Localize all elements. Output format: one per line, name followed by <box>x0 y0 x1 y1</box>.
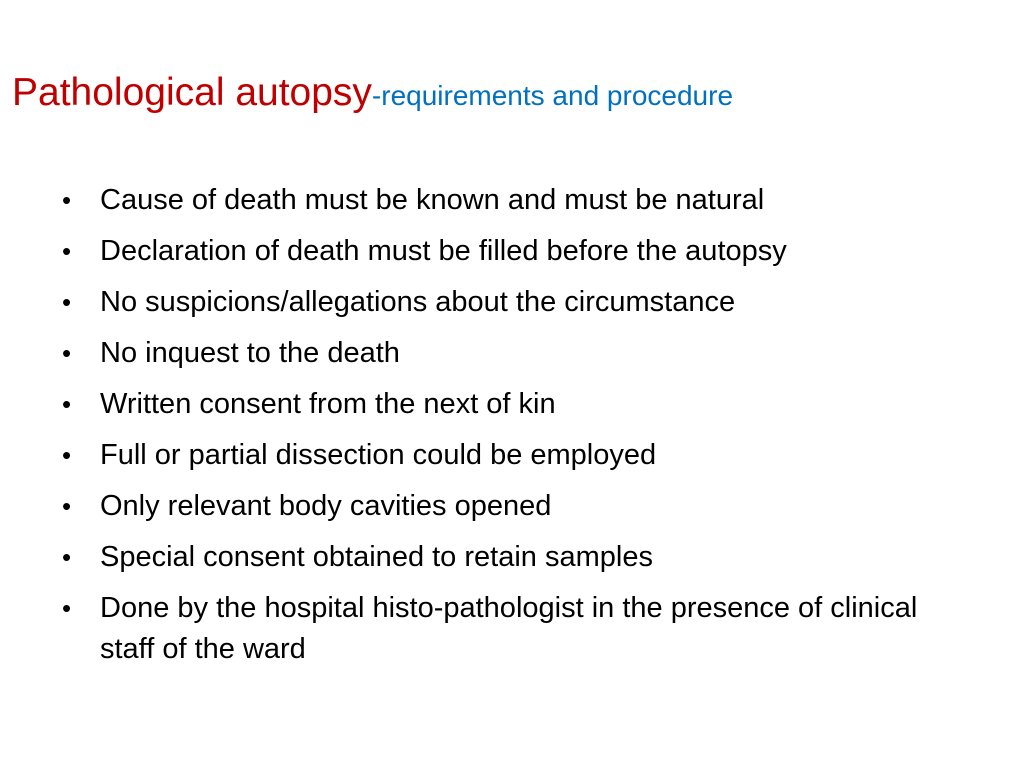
bullet-item <box>62 486 962 527</box>
bullet-icon: • <box>62 542 72 572</box>
bullet-text: Written consent from the next of kin <box>100 388 556 420</box>
bullet-text: No inquest to the death <box>100 337 400 369</box>
bullet-text: Only relevant body cavities opened <box>100 490 552 522</box>
bullet-item <box>62 180 962 221</box>
bullet-icon: • <box>62 389 72 419</box>
bullet-item <box>62 435 962 476</box>
bullet-item <box>62 384 962 425</box>
bullet-text: Full or partial dissection could be employed <box>100 439 657 471</box>
bullet-item <box>62 588 962 670</box>
bullet-icon: • <box>62 287 72 317</box>
bullet-text: Declaration of death must be filled before the autopsy <box>100 235 787 267</box>
title-subtitle: -requirements and procedure <box>371 80 734 111</box>
bullet-text: Done by the hospital histo-pathologist in the presence of clinical staff of the ward <box>100 592 918 665</box>
bullet-item <box>62 537 962 578</box>
bullet-item <box>62 282 962 323</box>
bullet-item <box>62 231 962 272</box>
slide-title <box>12 72 733 115</box>
bullet-text: No suspicions/allegations about the circumstance <box>100 286 736 318</box>
bullet-item <box>62 333 962 374</box>
bullet-list <box>62 180 962 680</box>
bullet-icon: • <box>62 440 72 470</box>
bullet-icon: • <box>62 593 72 623</box>
bullet-text: Special consent obtained to retain samples <box>100 541 653 573</box>
bullet-icon: • <box>62 491 72 521</box>
bullet-icon: • <box>62 338 72 368</box>
bullet-icon: • <box>62 236 72 266</box>
bullet-text: Cause of death must be known and must be natural <box>100 184 765 216</box>
bullet-icon: • <box>62 185 72 215</box>
title-main: Pathological autopsy <box>12 71 372 114</box>
